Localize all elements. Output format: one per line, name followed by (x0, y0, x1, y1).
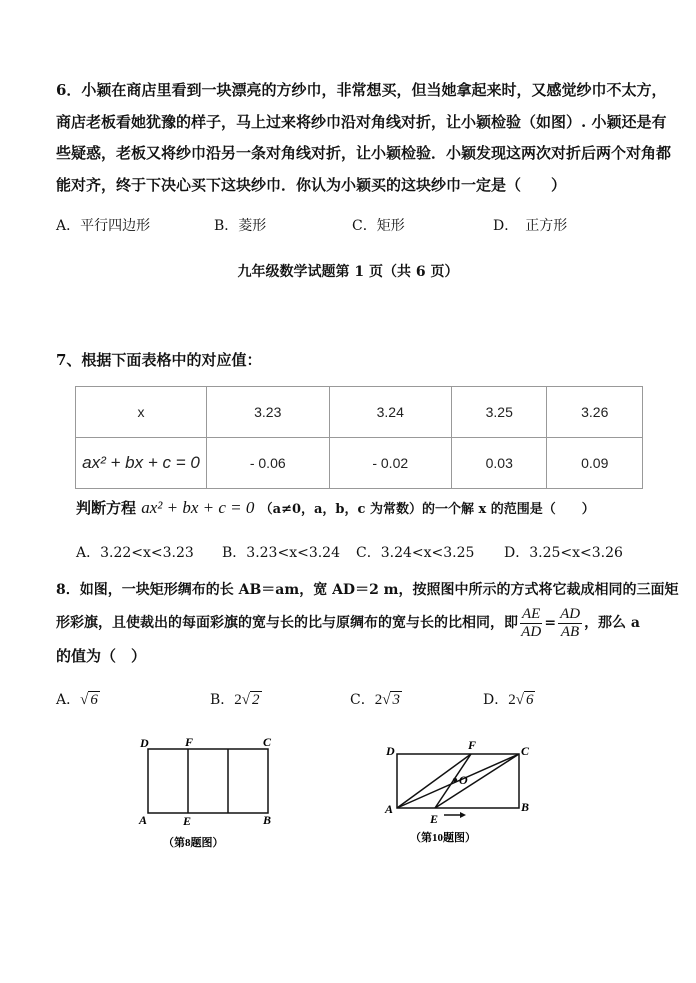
value-table (75, 386, 643, 489)
q6-line-2: 商店老板看她犹豫的样子，马上过来将纱巾沿对角线对折，让小颖检验（如图）. 小颖还是有 (56, 113, 667, 131)
segment-ec (435, 754, 519, 808)
sqrt-radicand: 2 (252, 692, 260, 708)
q7-judge (76, 498, 595, 520)
table-cell: - 0.02 (329, 438, 452, 489)
table-cell-equation: ax² + bx + c = 0 (76, 438, 207, 489)
table-cell: 0.03 (452, 438, 547, 489)
sqrt-expression: 2√ 2 (234, 692, 260, 708)
point-label-f: F (185, 735, 194, 749)
q8-option-label: B． (210, 692, 235, 708)
q8-option-label: D． (483, 692, 509, 708)
fraction-denominator: AD (521, 623, 542, 640)
point-label-o: O (459, 773, 468, 787)
sqrt-radicand: 3 (392, 692, 400, 708)
point-label-d: D (386, 744, 395, 758)
fraction-ad-ab (558, 606, 582, 641)
figure-10 (380, 737, 540, 847)
table-row (76, 387, 643, 438)
q8-option-label: C． (350, 692, 375, 708)
q6-line-1: 6．小颖在商店里看到一块漂亮的方纱巾，非常想买，但当她拿起来时，又感觉纱巾不太方， (56, 81, 667, 99)
sqrt-expression: √ 6 (80, 692, 98, 708)
q7-option-c: C．3.24<x<3.25 (356, 545, 475, 561)
table-cell: - 0.06 (207, 438, 330, 489)
q8-line-2 (56, 604, 640, 642)
point-label-b: B (521, 800, 530, 814)
center-point-o (453, 778, 457, 782)
figure-8 (135, 732, 285, 852)
point-label-e: E (430, 812, 439, 826)
table-cell: 3.24 (329, 387, 452, 438)
q8-option-label: A． (56, 692, 81, 708)
sqrt-coefficient: 2 (508, 692, 516, 708)
table-cell: x (76, 387, 207, 438)
q8-option-d (483, 690, 535, 710)
sqrt-coefficient: 2 (374, 692, 383, 708)
point-label-e: E (183, 814, 192, 828)
fraction-numerator: AE (522, 605, 541, 622)
point-label-b: B (263, 813, 272, 827)
page-footer: 九年级数学试题第 1 页（共 6 页） (237, 264, 459, 280)
table-cell: 0.09 (547, 438, 643, 489)
q6-line-3: 些疑惑，老板又将纱巾沿另一条对角线对折，让小颖检验．小颖发现这两次对折后两个对角都 (56, 144, 672, 162)
q7-judge-equation: ax² + bx + c = 0 (141, 498, 255, 517)
fraction-denominator: AB (560, 623, 580, 640)
figure-8-caption: （第8题图） (163, 837, 224, 849)
q6-option-c: C．矩形 (352, 218, 405, 234)
q7-option-d: D．3.25<x<3.26 (504, 545, 623, 561)
q6-option-a: A．平行四边形 (56, 218, 151, 234)
q7-stem: 7、根据下面表格中的对应值： (56, 351, 262, 369)
equals-sign: = (544, 615, 557, 631)
point-label-a: A (385, 802, 394, 816)
point-label-d: D (140, 736, 149, 750)
diagonal-ac (397, 754, 519, 808)
q8-line-2-suffix: ，那么 a (584, 615, 641, 631)
point-label-f: F (468, 738, 477, 752)
table-cell: 3.25 (452, 387, 547, 438)
point-label-a: A (139, 813, 148, 827)
sqrt-expression: 2√ 3 (374, 692, 400, 708)
q6-option-d: D． 正方形 (493, 218, 568, 234)
sqrt-expression: 2√ 6 (508, 692, 534, 708)
sqrt-coefficient: 2 (234, 692, 242, 708)
q7-judge-suffix: （a≠0，a，b，c 为常数）的一个解 x 的范围是（ ） (259, 502, 595, 517)
q6-option-b: B．菱形 (214, 218, 267, 234)
q8-option-c (350, 690, 402, 710)
q8-option-b (210, 690, 262, 710)
q8-line-1: 8．如图，一块矩形绸布的长 AB＝am，宽 AD＝2 m，按照图中所示的方式将它裁成相同的三面矩 (56, 582, 679, 598)
rectangle-abcd (148, 749, 268, 813)
arrow-right-icon (460, 812, 466, 818)
q7-judge-prefix: 判断方程 (76, 499, 137, 517)
q7-option-a: A．3.22<x<3.23 (76, 545, 194, 561)
sqrt-radicand: 6 (90, 692, 98, 708)
q8-option-a (56, 690, 100, 710)
fraction-numerator: AD (560, 605, 581, 622)
fraction-ae-ad (520, 606, 542, 641)
q6-line-4: 能对齐，终于下决心买下这块纱巾．你认为小颖买的这块纱巾一定是（ ） (56, 176, 567, 194)
figure-10-caption: （第10题图） (410, 832, 476, 844)
point-label-c: C (521, 744, 530, 758)
table-cell: 3.26 (547, 387, 643, 438)
q8-line-2-prefix: 形彩旗，且使裁出的每面彩旗的宽与长的比与原绸布的宽与长的比相同，即 (56, 615, 518, 631)
table-cell: 3.23 (207, 387, 330, 438)
q7-option-b: B．3.23<x<3.24 (222, 545, 340, 561)
q8-line-3: 的值为（ ） (56, 647, 147, 665)
sqrt-radicand: 6 (525, 692, 534, 708)
point-label-c: C (263, 735, 272, 749)
table-row (76, 438, 643, 489)
